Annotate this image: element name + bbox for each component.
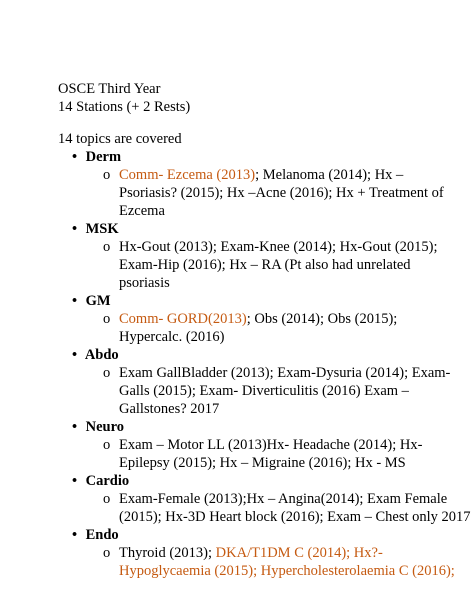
gm-line-2: Hypercalc. (2016) bbox=[119, 329, 225, 345]
topics-intro: 14 topics are covered bbox=[58, 131, 182, 147]
circle-bullet-icon: o bbox=[103, 491, 111, 507]
msk-text: Hx-Gout (2013); Exam-Knee (2014); Hx-Gout (2015); bbox=[119, 239, 438, 255]
topic-heading: Neuro bbox=[85, 419, 125, 435]
gm-text: ; Obs (2014); Obs (2015); bbox=[246, 311, 398, 327]
abdo-line-2: Galls (2015); Exam- Diverticulitis (2016) Exam – bbox=[119, 383, 409, 399]
msk-line-1 bbox=[103, 238, 438, 256]
cardio-line-2: (2015); Hx-3D Heart block (2016); Exam – Chest only 2017 bbox=[119, 509, 471, 525]
bullet-dot: • bbox=[72, 527, 78, 543]
neuro-line-1 bbox=[103, 436, 422, 454]
circle-bullet-icon: o bbox=[103, 365, 111, 381]
msk-line-2: Exam-Hip (2016); Hx – RA (Pt also had unrelated bbox=[119, 257, 411, 273]
topic-heading: GM bbox=[85, 293, 111, 309]
abdo-text: Exam GallBladder (2013); Exam-Dysuria (2014); Exam- bbox=[119, 365, 451, 381]
gm-highlight: Comm- GORD(2013) bbox=[119, 311, 247, 327]
topic-abdo bbox=[72, 346, 119, 364]
bullet-dot: • bbox=[72, 347, 78, 363]
bullet-dot: • bbox=[72, 221, 78, 237]
topic-heading: Abdo bbox=[84, 347, 119, 363]
circle-bullet-icon: o bbox=[103, 437, 111, 453]
topic-heading: Cardio bbox=[85, 473, 130, 489]
neuro-text: Exam – Motor LL (2013)Hx- Headache (2014); Hx- bbox=[119, 437, 423, 453]
doc-title: OSCE Third Year bbox=[58, 81, 161, 97]
circle-bullet-icon: o bbox=[103, 239, 111, 255]
abdo-line-1 bbox=[103, 364, 450, 382]
bullet-dot: • bbox=[72, 473, 78, 489]
abdo-line-3: Gallstones? 2017 bbox=[119, 401, 220, 417]
endo-line-2: Hypoglycaemia (2015); Hypercholesterolaemia C (2016); bbox=[119, 563, 455, 579]
cardio-line-1 bbox=[103, 490, 447, 508]
circle-bullet-icon: o bbox=[103, 545, 111, 561]
stations-line: 14 Stations (+ 2 Rests) bbox=[58, 99, 191, 115]
topic-heading: Endo bbox=[85, 527, 119, 543]
circle-bullet-icon: o bbox=[103, 311, 111, 327]
derm-line-1 bbox=[103, 166, 403, 184]
derm-text: ; Melanoma (2014); Hx – bbox=[255, 167, 404, 183]
derm-line-2: Psoriasis? (2015); Hx –Acne (2016); Hx + Treatment of bbox=[119, 185, 444, 201]
topic-msk bbox=[72, 220, 119, 238]
bullet-dot: • bbox=[72, 293, 78, 309]
topic-heading: MSK bbox=[85, 221, 119, 237]
endo-text: Thyroid (2013); bbox=[119, 545, 216, 561]
bullet-dot: • bbox=[72, 419, 78, 435]
bullet-dot: • bbox=[72, 149, 78, 165]
topic-heading: Derm bbox=[85, 149, 122, 165]
derm-highlight: Comm- Ezcema (2013) bbox=[119, 167, 256, 183]
topic-endo bbox=[72, 526, 119, 544]
cardio-text: Exam-Female (2013);Hx – Angina(2014); Exam Female bbox=[119, 491, 448, 507]
topic-gm bbox=[72, 292, 111, 310]
neuro-line-2: Epilepsy (2015); Hx – Migraine (2016); Hx - MS bbox=[119, 455, 406, 471]
derm-line-3: Ezcema bbox=[119, 203, 165, 219]
topic-cardio bbox=[72, 472, 129, 490]
topic-neuro bbox=[72, 418, 124, 436]
topic-derm bbox=[72, 148, 121, 166]
endo-highlight: DKA/T1DM C (2014); Hx?- bbox=[215, 545, 383, 561]
msk-line-3: psoriasis bbox=[119, 275, 170, 291]
endo-line-1 bbox=[103, 544, 383, 562]
circle-bullet-icon: o bbox=[103, 167, 111, 183]
gm-line-1 bbox=[103, 310, 397, 328]
